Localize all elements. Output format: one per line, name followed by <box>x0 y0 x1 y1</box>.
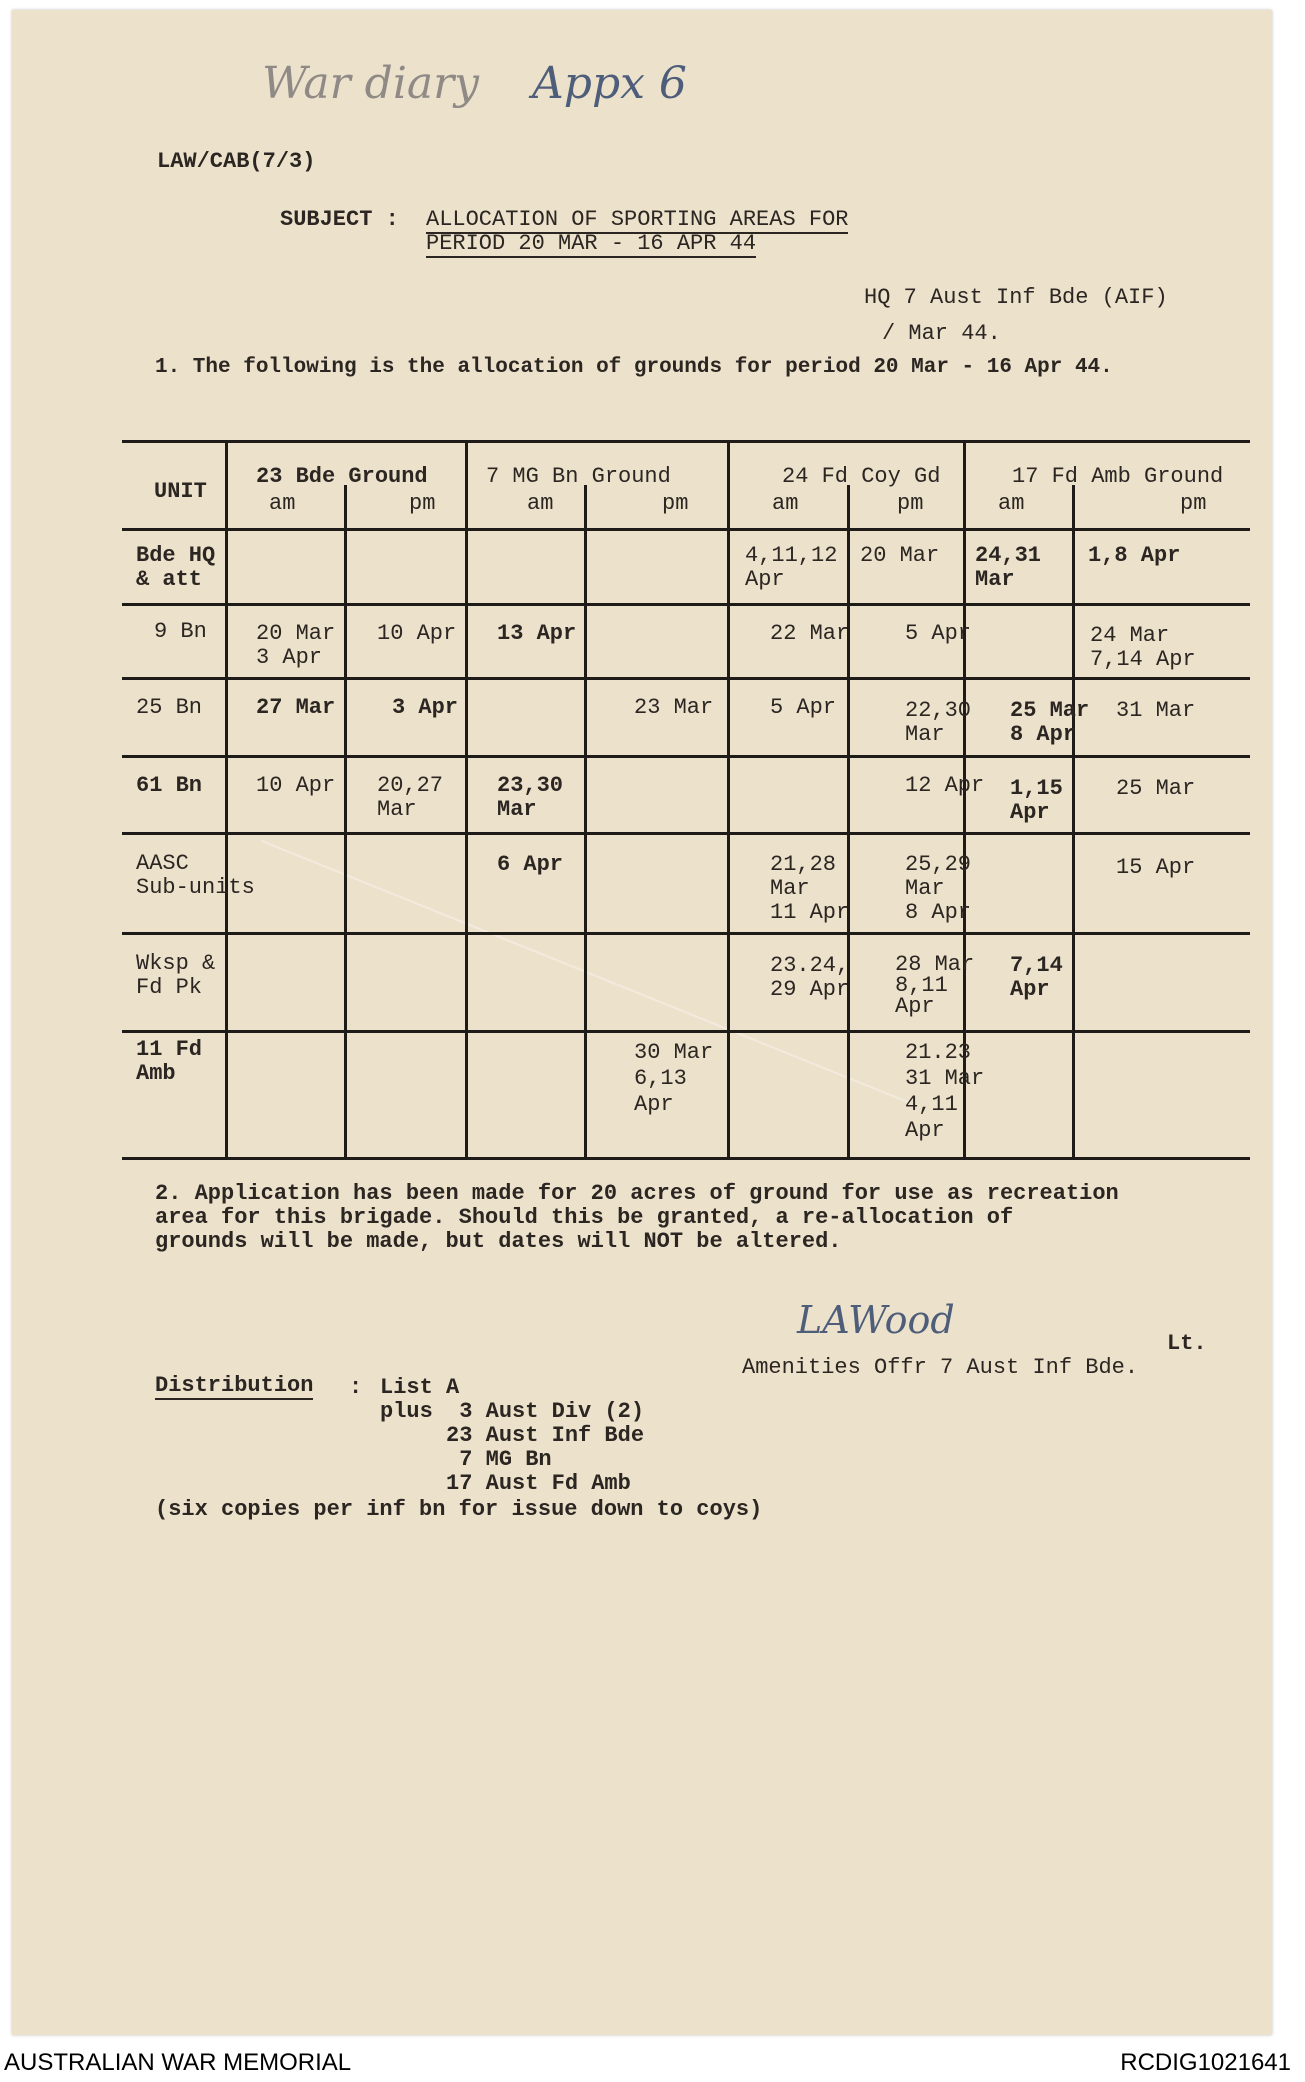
unit-cell: 9 Bn <box>154 619 207 644</box>
table-cell: 31 Mar <box>1116 698 1196 723</box>
table-cell: 3 Apr <box>392 695 459 720</box>
table-cell: 21.23 31 Mar 4,11 Apr <box>905 1040 985 1143</box>
table-cell: 5 Apr <box>905 621 972 646</box>
unit-cell: Wksp & Fd Pk <box>136 951 216 1000</box>
table-cell: 24,31 Mar <box>975 543 1042 592</box>
unit-column-header: UNIT <box>154 479 207 504</box>
unit-cell: 25 Bn <box>136 695 203 720</box>
table-cell: 5 Apr <box>770 695 837 720</box>
group-header-24-fd-coy: 24 Fd Coy Gd <box>782 464 941 489</box>
paragraph-1: 1. The following is the allocation of grounds for period 20 Mar - 16 Apr 44. <box>155 356 1113 379</box>
distribution-line: 17 Aust Fd Amb <box>380 1471 631 1496</box>
subject-line-2: PERIOD 20 MAR - 16 APR 44 <box>426 231 757 256</box>
pm-header: pm <box>662 491 689 516</box>
distribution-list: List A <box>380 1375 460 1400</box>
table-cell: 10 Apr <box>377 621 457 646</box>
table-cell: 7,14 Apr <box>1010 953 1063 1002</box>
table-cell: 12 Apr <box>905 773 985 798</box>
table-cell: 24 Mar 7,14 Apr <box>1090 623 1196 672</box>
table-cell: 20,27 Mar <box>377 773 444 822</box>
unit-cell: 11 Fd Amb <box>136 1037 203 1086</box>
pm-header: pm <box>897 491 924 516</box>
group-header-23-bde: 23 Bde Ground <box>256 464 428 489</box>
handwritten-note-war-diary: War diary <box>262 58 480 109</box>
archive-name: AUSTRALIAN WAR MEMORIAL <box>4 2049 352 2076</box>
table-cell: 21,28 Mar 11 Apr <box>770 852 850 925</box>
distribution-colon: : <box>349 1375 363 1400</box>
table-cell: 6 Apr <box>497 852 564 877</box>
table-cell: 20 Mar 3 Apr <box>256 621 336 670</box>
archive-footer <box>0 2040 1305 2082</box>
table-cell: 25 Mar 8 Apr <box>1010 698 1090 747</box>
handwritten-note-appendix: Appx 6 <box>532 58 687 109</box>
subject-label: SUBJECT : <box>280 207 399 232</box>
signatory-rank: Lt. <box>1167 1331 1207 1356</box>
group-header-17-fd-amb: 17 Fd Amb Ground <box>1012 464 1224 489</box>
hq-address: HQ 7 Aust Inf Bde (AIF) <box>864 285 1168 310</box>
am-header: am <box>269 491 296 516</box>
document-date: / Mar 44. <box>882 321 1001 346</box>
paragraph-2-line-1: 2. Application has been made for 20 acres of ground for use as recreation <box>155 1181 1119 1206</box>
document-page <box>12 10 1272 2035</box>
table-cell: 1,15 Apr <box>1010 776 1063 825</box>
pm-header: pm <box>1180 491 1207 516</box>
table-cell: 10 Apr <box>256 773 336 798</box>
subject-line-1: ALLOCATION OF SPORTING AREAS FOR <box>426 207 849 232</box>
am-header: am <box>527 491 554 516</box>
table-cell: 28 Mar 8,11 Apr <box>895 952 975 1019</box>
table-cell: 23 Mar <box>634 695 714 720</box>
distribution-line: 23 Aust Inf Bde <box>380 1423 645 1448</box>
pm-header: pm <box>409 491 436 516</box>
paragraph-2-line-3: grounds will be made, but dates will NOT be altered. <box>155 1229 842 1254</box>
am-header: am <box>998 491 1025 516</box>
table-cell: 15 Apr <box>1116 855 1196 880</box>
distribution-line: 7 MG Bn <box>380 1447 552 1472</box>
distribution-label: Distribution <box>155 1373 314 1398</box>
table-cell: 22 Mar <box>770 621 850 646</box>
table-cell: 25 Mar <box>1116 776 1196 801</box>
table-cell: 4,11,12 Apr <box>745 543 838 592</box>
reference-number: LAW/CAB(7/3) <box>157 149 316 174</box>
table-cell: 13 Apr <box>497 621 577 646</box>
paragraph-2-line-2: area for this brigade. Should this be granted, a re-allocation of <box>155 1205 1014 1230</box>
distribution-note: (six copies per inf bn for issue down to coys) <box>155 1497 763 1522</box>
table-cell: 20 Mar <box>860 543 940 568</box>
signature: LAWood <box>797 1298 955 1342</box>
table-cell: 25,29 Mar 8 Apr <box>905 852 972 925</box>
table-cell: 1,8 Apr <box>1088 543 1181 568</box>
am-header: am <box>772 491 799 516</box>
distribution-line: plus 3 Aust Div (2) <box>380 1399 645 1424</box>
unit-cell: AASC Sub-units <box>136 851 255 900</box>
archive-id: RCDIG1021641 <box>1120 2049 1291 2076</box>
table-cell: 27 Mar <box>256 695 336 720</box>
allocation-table <box>122 440 1250 1160</box>
table-cell: 23,30 Mar <box>497 773 564 822</box>
table-cell: 22,30 Mar <box>905 698 972 747</box>
unit-cell: Bde HQ & att <box>136 543 216 592</box>
table-cell: 23.24, 29 Apr <box>770 953 850 1002</box>
unit-cell: 61 Bn <box>136 773 203 798</box>
group-header-7-mg-bn: 7 MG Bn Ground <box>486 464 671 489</box>
table-cell: 30 Mar 6,13 Apr <box>634 1040 714 1117</box>
signatory-title: Amenities Offr 7 Aust Inf Bde. <box>742 1355 1139 1380</box>
